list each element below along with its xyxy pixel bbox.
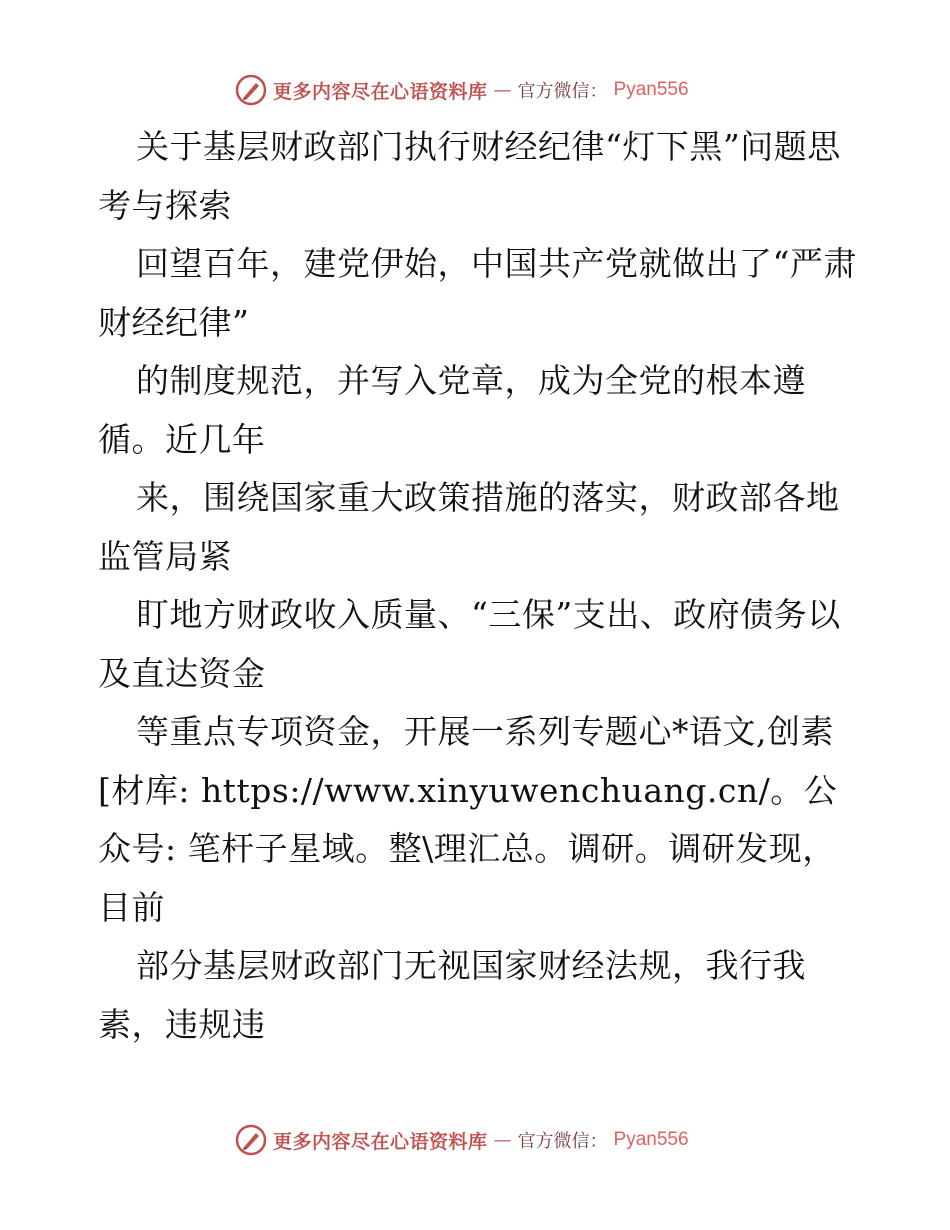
text-line: 部分基层财政部门无视国家财经法规，我行我 (136, 946, 806, 985)
footer-watermark (235, 1122, 689, 1158)
text-line: [材库: https://www.xinyuwenchuang.cn/。公众 (98, 770, 838, 868)
paragraph (98, 352, 858, 469)
text-line: 素，违规违 (98, 1004, 266, 1044)
paragraph (98, 235, 858, 352)
text-line: 来，围绕国家重大政策措施的落实，财政部各地 (136, 478, 840, 517)
text-line: 等重点专项资金，开展一系列专题心*语文,创素 (136, 712, 834, 751)
text-line: 以及直达资金 (98, 595, 841, 693)
text-line: 思考与探索 (98, 127, 841, 225)
document-body (98, 118, 858, 1054)
watermark-wechat-label: 官方微信： (517, 1131, 608, 1152)
text-line: 目前 (98, 887, 165, 927)
watermark-wechat-id: Pyan556 (613, 1129, 689, 1150)
watermark-wechat-label: 官方微信： (517, 81, 608, 102)
pen-logo-icon (235, 74, 267, 106)
text-line: 号: 笔杆子星域。整\理汇总。调研。调研发现， (131, 829, 836, 868)
paragraph (98, 586, 858, 703)
text-line: 盯地方财政收入质量、“三保”支出、政府债务 (136, 595, 808, 634)
text-line: 监管局紧 (98, 536, 232, 576)
paragraph (98, 937, 858, 1054)
text-line: 肃财经纪律” (98, 244, 857, 342)
watermark-dash: — (493, 79, 512, 101)
text-line: 回望百年，建党伊始，中国共产党就做出了“严 (136, 244, 824, 283)
text-line: 的制度规范，并写入党章，成为全党的根本遵 (136, 361, 806, 400)
watermark-wechat-id: Pyan556 (613, 79, 689, 100)
paragraph (98, 703, 858, 937)
header-watermark (235, 72, 689, 108)
watermark-dash: — (493, 1129, 512, 1151)
text-line: 关于基层财政部门执行财经纪律“灯下黑”问题 (136, 127, 808, 166)
pen-logo-icon (235, 1124, 267, 1156)
paragraph (98, 469, 858, 586)
paragraph-title (98, 118, 858, 235)
watermark-site-name: 更多内容尽在心语资料库 (273, 80, 488, 103)
watermark-site-name: 更多内容尽在心语资料库 (273, 1130, 488, 1153)
text-line: 循。近几年 (98, 419, 266, 459)
